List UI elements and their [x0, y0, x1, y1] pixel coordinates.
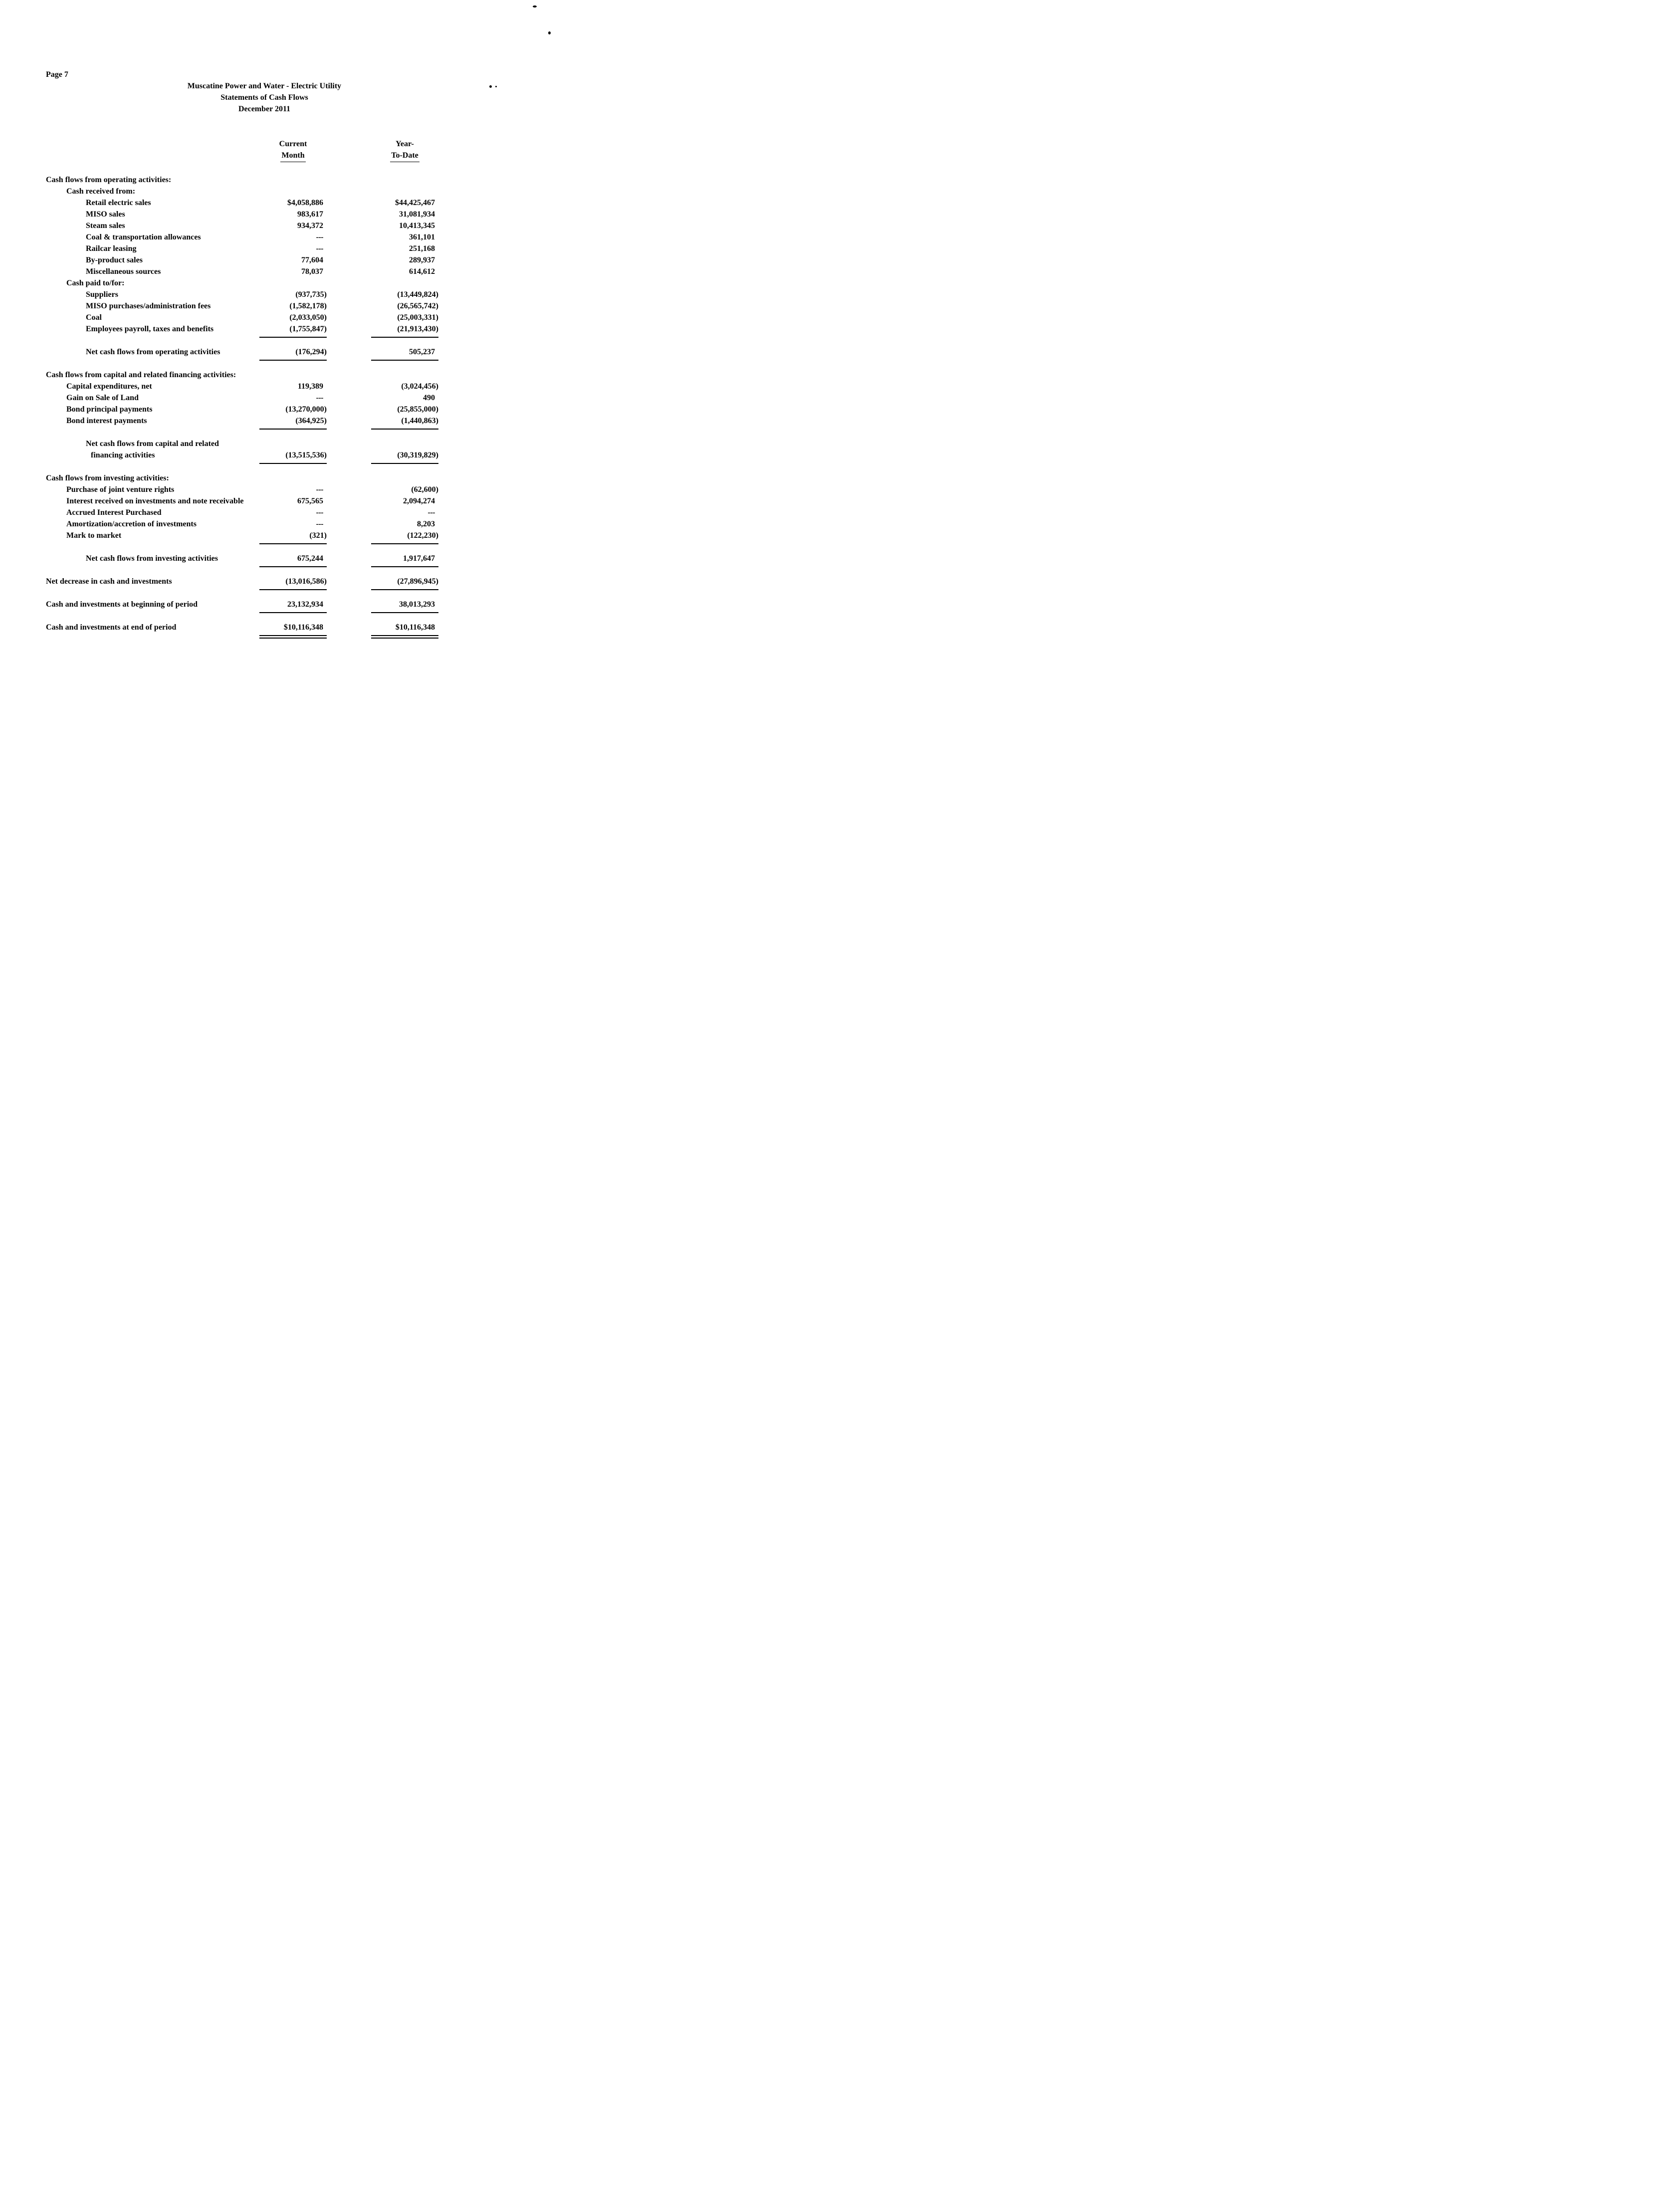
- document-title-block: [75, 80, 454, 115]
- scan-artifact: [548, 31, 551, 34]
- row-label: Cash flows from investing activities:: [46, 474, 169, 482]
- document-page: [0, 0, 560, 733]
- page-number: Page 7: [46, 70, 68, 79]
- row-label: Capital expenditures, net: [66, 382, 152, 391]
- scan-artifact: [495, 86, 497, 87]
- statement-row: [46, 438, 438, 461]
- year-to-date-amount: $44,425,467: [395, 199, 435, 207]
- row-label: MISO purchases/administration fees: [86, 302, 211, 310]
- statement-row: [46, 209, 438, 220]
- statement-row: [46, 231, 438, 243]
- row-label: Employees payroll, taxes and benefits: [86, 325, 214, 333]
- statement-row: [46, 323, 438, 335]
- statement-row: [46, 415, 438, 427]
- year-to-date-amount: 614,612: [409, 267, 435, 276]
- current-month-amount: ---: [316, 244, 323, 253]
- year-to-date-amount: ---: [427, 508, 435, 517]
- row-label: Net decrease in cash and investments: [46, 577, 172, 586]
- current-month-amount: $4,058,886: [287, 199, 323, 207]
- current-month-amount: ---: [316, 394, 323, 402]
- statement-row: [46, 484, 438, 495]
- column-header-spacer: [46, 138, 259, 162]
- current-month-amount: (1,582,178): [289, 302, 327, 310]
- statement-row: [46, 243, 438, 254]
- statement-row: [46, 220, 438, 231]
- year-to-date-amount: 2,094,274: [403, 497, 435, 505]
- year-to-date-amount: (30,319,829): [371, 449, 438, 461]
- row-label: Cash flows from operating activities:: [46, 176, 172, 184]
- year-to-date-amount: 31,081,934: [399, 210, 435, 219]
- column-header-current: Current: [279, 140, 307, 148]
- column-header-current-month: [259, 138, 327, 162]
- year-to-date-amount: (13,449,824): [397, 290, 438, 299]
- year-to-date-amount: (1,440,863): [371, 415, 438, 427]
- column-header-to-date: To-Date: [390, 150, 420, 162]
- section-heading-row: [46, 186, 438, 197]
- year-to-date-amount: 10,413,345: [399, 221, 435, 230]
- row-label: Steam sales: [86, 221, 125, 230]
- row-label: Retail electric sales: [86, 199, 151, 207]
- row-label: Cash flows from capital and related financing activities:: [46, 371, 236, 379]
- row-label: Cash paid to/for:: [66, 279, 125, 287]
- current-month-amount: (13,270,000): [285, 405, 327, 414]
- year-to-date-amount: 361,101: [409, 233, 435, 241]
- statement-row: [46, 254, 438, 266]
- row-label: Cash and investments at beginning of period: [46, 600, 198, 609]
- statement-row: [46, 599, 438, 610]
- row-label: Cash and investments at end of period: [46, 623, 177, 632]
- row-label: By-product sales: [86, 256, 143, 264]
- section-heading-row: [46, 369, 438, 381]
- year-to-date-amount: 289,937: [409, 256, 435, 264]
- current-month-amount: 675,244: [259, 553, 327, 564]
- column-header-year: Year-: [396, 140, 414, 148]
- statement-row: [46, 392, 438, 404]
- current-month-amount: ---: [316, 520, 323, 528]
- section-heading-row: [46, 472, 438, 484]
- current-month-amount: 119,389: [297, 382, 323, 391]
- row-label: Bond principal payments: [66, 405, 153, 414]
- row-label: Accrued Interest Purchased: [66, 508, 162, 517]
- current-month-amount: (13,515,536): [259, 449, 327, 461]
- year-to-date-amount: (3,024,456): [401, 382, 438, 391]
- year-to-date-amount: (25,855,000): [397, 405, 438, 414]
- statement-row: [46, 312, 438, 323]
- scan-artifact: [489, 85, 492, 88]
- row-label: Interest received on investments and note receivable: [66, 497, 244, 505]
- row-label: Net cash flows from operating activities: [86, 348, 220, 356]
- year-to-date-amount: 505,237: [371, 346, 438, 358]
- column-gap: [327, 138, 371, 162]
- current-month-amount: 77,604: [301, 256, 323, 264]
- current-month-amount: 78,037: [301, 267, 323, 276]
- row-label: Net cash flows from investing activities: [86, 554, 218, 563]
- row-label: Cash received from:: [66, 187, 136, 196]
- row-label: Amortization/accretion of investments: [66, 520, 197, 528]
- document-title: Muscatine Power and Water - Electric Utility: [187, 82, 342, 90]
- year-to-date-amount: $10,116,348: [371, 622, 438, 633]
- statement-row: [46, 518, 438, 530]
- row-label: Railcar leasing: [86, 244, 137, 253]
- year-to-date-amount: (62,600): [411, 485, 438, 494]
- statement-row: [46, 381, 438, 392]
- statement-row: [46, 266, 438, 277]
- year-to-date-amount: 490: [423, 394, 435, 402]
- current-month-amount: 675,565: [297, 497, 323, 505]
- current-month-amount: (2,033,050): [289, 313, 327, 322]
- current-month-amount: (176,294): [259, 346, 327, 358]
- current-month-amount: (1,755,847): [259, 323, 327, 335]
- row-label: Coal & transportation allowances: [86, 233, 201, 241]
- statement-row: [46, 622, 438, 633]
- current-month-amount: (13,016,586): [259, 576, 327, 587]
- statement-rows: [46, 174, 560, 633]
- scan-artifact: [533, 5, 537, 7]
- current-month-amount: (364,925): [259, 415, 327, 427]
- section-heading-row: [46, 277, 438, 289]
- year-to-date-amount: 251,168: [409, 244, 435, 253]
- year-to-date-amount: (26,565,742): [397, 302, 438, 310]
- section-heading-row: [46, 174, 438, 186]
- document-subtitle: Statements of Cash Flows: [220, 93, 308, 102]
- statement-row: [46, 495, 438, 507]
- statement-row: [46, 346, 438, 358]
- year-to-date-amount: (27,896,945): [371, 576, 438, 587]
- current-month-amount: (321): [259, 530, 327, 541]
- statement-row: [46, 404, 438, 415]
- current-month-amount: $10,116,348: [259, 622, 327, 633]
- column-header-year-to-date: [371, 138, 438, 162]
- statement-row: [46, 289, 438, 300]
- statement-row: [46, 197, 438, 209]
- year-to-date-amount: 1,917,647: [371, 553, 438, 564]
- year-to-date-amount: 8,203: [417, 520, 435, 528]
- row-label: Suppliers: [86, 290, 118, 299]
- year-to-date-amount: (25,003,331): [397, 313, 438, 322]
- row-label: Gain on Sale of Land: [66, 394, 139, 402]
- statement-row: [46, 553, 438, 564]
- current-month-amount: 983,617: [297, 210, 323, 219]
- row-label: Mark to market: [66, 531, 122, 540]
- document-period: December 2011: [238, 105, 291, 113]
- current-month-amount: ---: [316, 233, 323, 241]
- year-to-date-amount: (21,913,430): [371, 323, 438, 335]
- year-to-date-amount: (122,230): [371, 530, 438, 541]
- statement-row: [46, 576, 438, 587]
- row-label: Net cash flows from capital and related financing activities: [86, 440, 219, 459]
- year-to-date-amount: 38,013,293: [371, 599, 438, 610]
- current-month-amount: ---: [316, 485, 323, 494]
- statement-row: [46, 530, 438, 541]
- row-label: Miscellaneous sources: [86, 267, 161, 276]
- current-month-amount: (937,735): [295, 290, 327, 299]
- row-label: Purchase of joint venture rights: [66, 485, 175, 494]
- statement-row: [46, 507, 438, 518]
- column-headers: [46, 138, 560, 162]
- column-header-month: Month: [280, 150, 305, 162]
- current-month-amount: 934,372: [297, 221, 323, 230]
- statement-row: [46, 300, 438, 312]
- row-label: Bond interest payments: [66, 417, 147, 425]
- row-label: MISO sales: [86, 210, 125, 219]
- row-label: Coal: [86, 313, 102, 322]
- current-month-amount: ---: [316, 508, 323, 517]
- current-month-amount: 23,132,934: [259, 599, 327, 610]
